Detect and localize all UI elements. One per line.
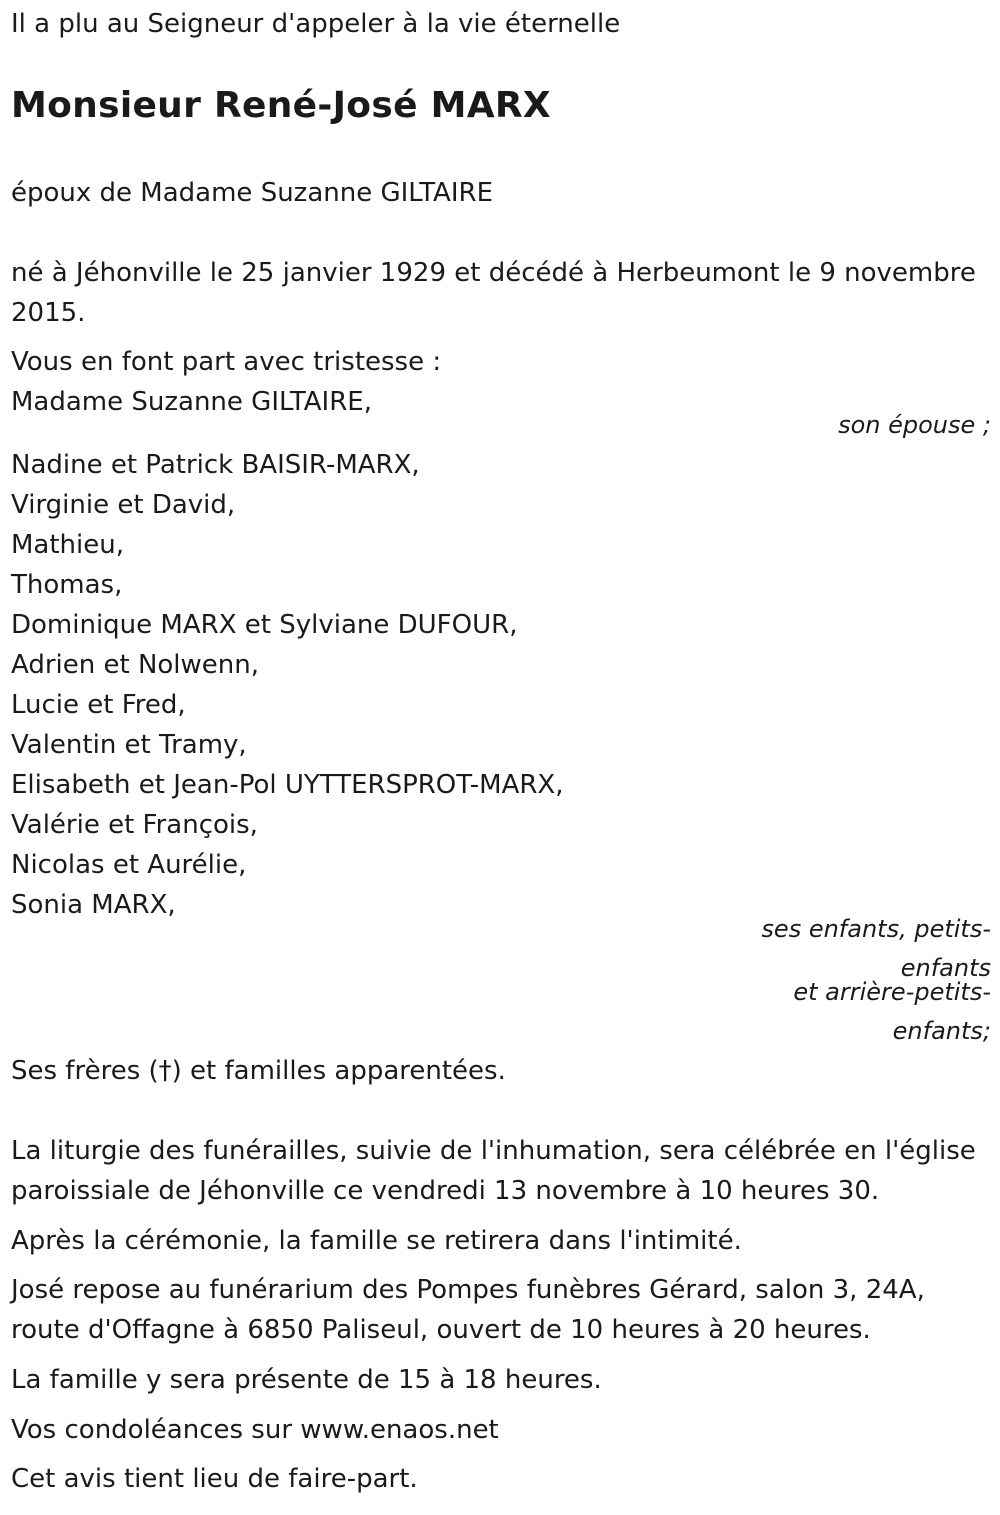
spouse-line: époux de Madame Suzanne GILTAIRE (11, 178, 494, 208)
family-member: Lucie et Fred, (11, 690, 186, 720)
birth-death-line: né à Jéhonville le 25 janvier 1929 et décédé à Herbeumont le 9 novembre 2015. (11, 258, 976, 328)
family-member: Dominique MARX et Sylviane DUFOUR, (11, 610, 518, 640)
family-member: Virginie et David, (11, 490, 236, 520)
family-member: Valentin et Tramy, (11, 730, 247, 760)
funeral-home-paragraph: José repose au funérarium des Pompes funèbres Gérard, salon 3, 24A, route d'Offagne à 6850 Paliseul, ouvert de 10 heures à 20 heures. (11, 1275, 925, 1345)
family-member: Nicolas et Aurélie, (11, 850, 247, 880)
spouse-role: son épouse ; (838, 411, 991, 439)
spouse-name: Madame Suzanne GILTAIRE, (11, 387, 372, 417)
children-role-line-1b: enfants (900, 954, 991, 982)
family-presence-line: La famille y sera présente de 15 à 18 heures. (11, 1365, 602, 1395)
family-member: Thomas, (11, 570, 123, 600)
siblings-line: Ses frères (†) et familles apparentées. (11, 1056, 506, 1086)
family-member: Valérie et François, (11, 810, 258, 840)
children-role-line-1a: ses enfants, petits- (761, 915, 991, 943)
family-member: Adrien et Nolwenn, (11, 650, 260, 680)
family-member: Elisabeth et Jean-Pol UYTTERSPROT-MARX, (11, 770, 564, 800)
family-member: Nadine et Patrick BAISIR-MARX, (11, 450, 420, 480)
family-member-list (11, 445, 564, 925)
notice-line: Cet avis tient lieu de faire-part. (11, 1464, 418, 1494)
children-role-line-2a: et arrière-petits- (793, 978, 991, 1006)
announcement-intro: Vous en font part avec tristesse : (11, 347, 442, 377)
children-role-line-2b: enfants; (892, 1017, 991, 1045)
family-member: Sonia MARX, (11, 890, 176, 920)
family-member: Mathieu, (11, 530, 125, 560)
after-ceremony-line: Après la cérémonie, la famille se retirera dans l'intimité. (11, 1226, 742, 1256)
intro-line: Il a plu au Seigneur d'appeler à la vie éternelle (11, 9, 621, 39)
condolences-line: Vos condoléances sur www.enaos.net (11, 1415, 499, 1445)
liturgy-paragraph: La liturgie des funérailles, suivie de l'inhumation, sera célébrée en l'église paroissiale de Jéhonville ce vendredi 13 novembre à 10 heures 30. (11, 1136, 976, 1206)
deceased-name: Monsieur René-José MARX (11, 85, 551, 126)
